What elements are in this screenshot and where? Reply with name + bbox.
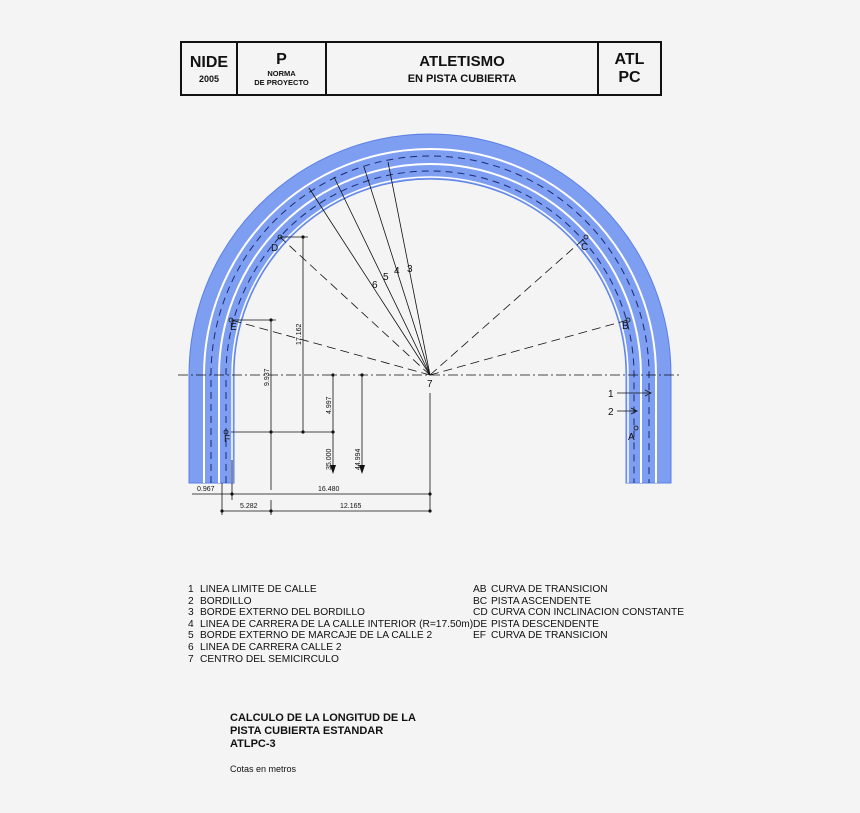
label-ray-6: 6 — [372, 280, 378, 291]
dim-dot-d — [301, 235, 304, 238]
dim-dot-row1-a — [230, 492, 233, 495]
label-ray-3: 3 — [407, 264, 413, 275]
dim-4997: 4.997 — [326, 396, 333, 414]
label-arrow-1: 1 — [608, 389, 614, 400]
header-title-line1: ATLETISMO — [419, 52, 505, 70]
header-code-line2: PC — [618, 68, 641, 86]
radius-to-c — [430, 237, 589, 375]
legend-item: 1 LINEA LIMITE DE CALLE — [188, 584, 317, 595]
label-ray-4: 4 — [394, 266, 400, 277]
dim-44994: 44.994 — [355, 448, 362, 470]
legend-item: 3 BORDE EXTERNO DEL BORDILLO — [188, 607, 365, 619]
dim-dot-f2 — [269, 430, 272, 433]
label-f: F — [224, 434, 231, 445]
header-nide: NIDE — [189, 53, 229, 71]
legend-item: 6 LINEA DE CARRERA CALLE 2 — [188, 641, 342, 653]
legend-item: DE PISTA DESCENDENTE — [473, 618, 599, 630]
label-center: 7 — [427, 379, 433, 390]
legend-item: 2 BORDILLO — [188, 595, 252, 607]
legend-item: AB CURVA DE TRANSICION — [473, 584, 608, 595]
label-e: E — [230, 322, 237, 333]
dim-dot-4997-bot — [331, 430, 334, 433]
dim-17162: 17.162 — [296, 323, 303, 345]
dim-9937: 9.937 — [264, 368, 271, 386]
label-a: A — [628, 432, 635, 443]
legend-left — [188, 584, 473, 665]
header-p: P — [276, 50, 287, 68]
calculation-title — [230, 712, 416, 751]
legend-item: EF CURVA DE TRANSICION — [473, 630, 608, 642]
dim-5282: 5.282 — [240, 503, 258, 510]
label-d: D — [271, 243, 279, 254]
dim-dot-44994-top — [360, 373, 363, 376]
dim-dot-row2-a — [220, 509, 223, 512]
header-title-line2: EN PISTA CUBIERTA — [407, 72, 517, 85]
label-arrow-2: 2 — [608, 407, 614, 418]
dim-dot-row1-b — [428, 492, 431, 495]
label-ray-5: 5 — [383, 272, 389, 283]
legend-item: 5 BORDE EXTERNO DE MARCAJE DE LA CALLE 2 — [188, 630, 433, 642]
label-c: C — [581, 242, 589, 253]
header-code-line1: ATL — [614, 50, 645, 68]
legend-item: BC PISTA ASCENDENTE — [473, 595, 592, 607]
dim-16480: 16.480 — [318, 486, 340, 493]
units-note: Cotas en metros — [230, 764, 297, 774]
ray-5 — [334, 177, 430, 375]
dim-35000: 35.000 — [326, 448, 333, 470]
header-norma: NORMA — [267, 68, 296, 78]
dim-12165: 12.165 — [340, 503, 362, 510]
dim-dot-row2-b — [269, 509, 272, 512]
header-year: 2005 — [198, 73, 220, 84]
dim-dot-f1 — [301, 430, 304, 433]
label-b: B — [622, 321, 629, 332]
dim-dot-4997-top — [331, 373, 334, 376]
calculation-line2: PISTA CUBIERTA ESTANDAR — [230, 725, 384, 737]
radius-to-b — [430, 320, 628, 375]
calculation-line3: ATLPC-3 — [230, 738, 276, 750]
legend-item: CD CURVA CON INCLINACION CONSTANTE — [473, 607, 685, 619]
legend-item: 7 CENTRO DEL SEMICIRCULO — [188, 653, 339, 665]
dim-dot-row2-c — [428, 509, 431, 512]
dim-0967: 0.967 — [197, 486, 215, 493]
calculation-line1: CALCULO DE LA LONGITUD DE LA — [230, 712, 416, 724]
dim-dot-e — [269, 318, 272, 321]
header-proyecto: DE PROYECTO — [254, 77, 309, 87]
legend-item: 4 LINEA DE CARRERA DE LA CALLE INTERIOR (R=17.50m) — [188, 618, 474, 630]
legend-right — [473, 584, 684, 642]
